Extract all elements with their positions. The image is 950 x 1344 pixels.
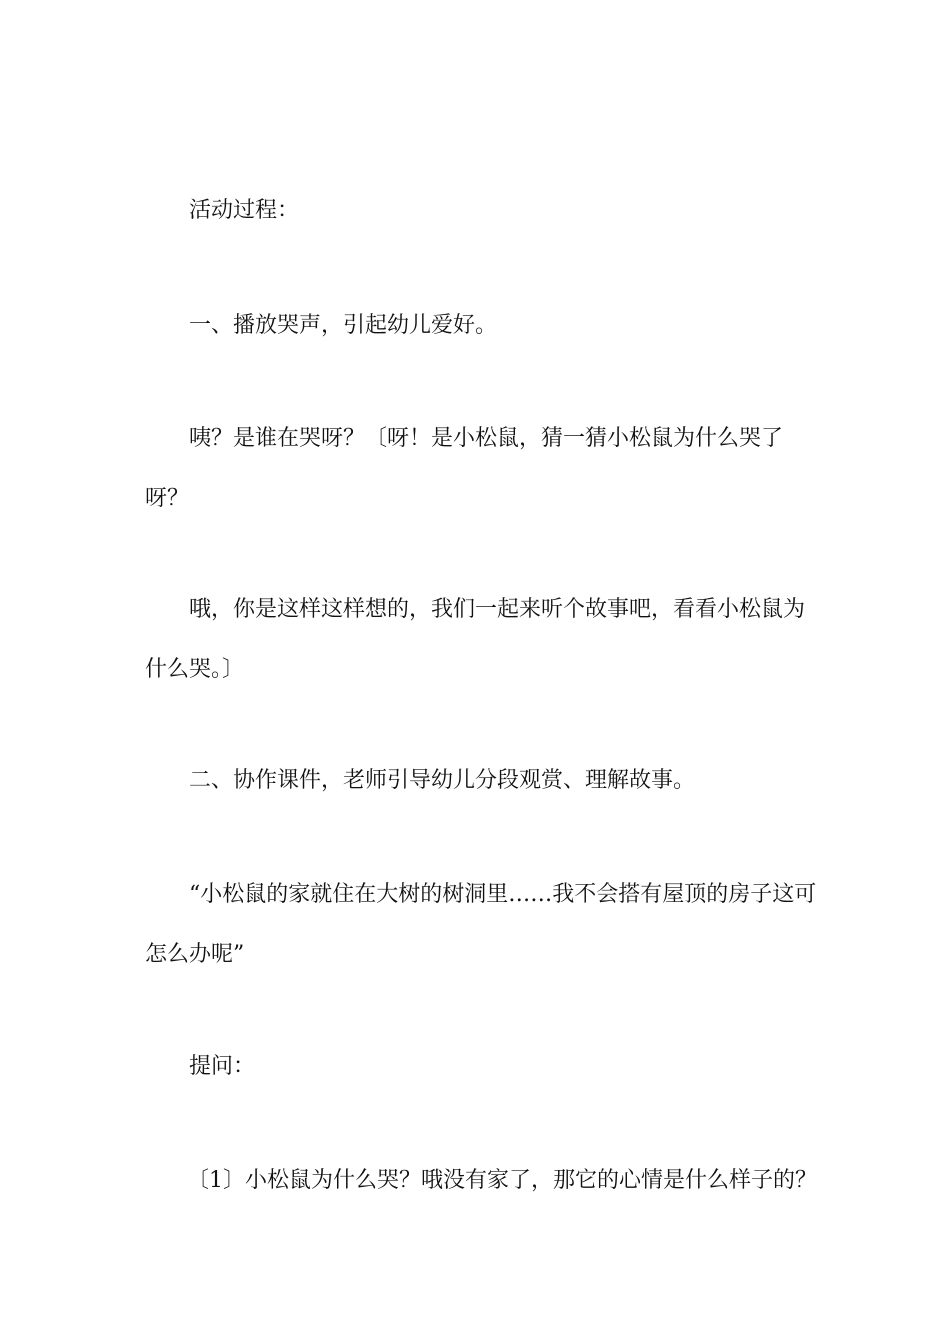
paragraph-listen-story: 哦，你是这样这样想的，我们一起来听个故事吧，看看小松鼠为什么哭。〕 xyxy=(145,597,806,682)
paragraph-who-is-crying: 咦？是谁在哭呀？〔呀！是小松鼠，猜一猜小松鼠为什么哭了呀？ xyxy=(145,426,784,511)
question-label: 提问： xyxy=(189,1054,256,1079)
step-two-heading: 二、协作课件，老师引导幼儿分段观赏、理解故事。 xyxy=(189,768,696,793)
section-heading-activity-process: 活动过程： xyxy=(189,198,300,223)
story-quote: “小松鼠的家就住在大树的树洞里……我不会搭有屋顶的房子这可怎么办呢” xyxy=(145,882,817,967)
question-one: 〔1〕小松鼠为什么哭？哦没有家了，那它的心情是什么样子的？ xyxy=(187,1168,817,1193)
step-one-heading: 一、播放哭声，引起幼儿爱好。 xyxy=(189,313,498,338)
